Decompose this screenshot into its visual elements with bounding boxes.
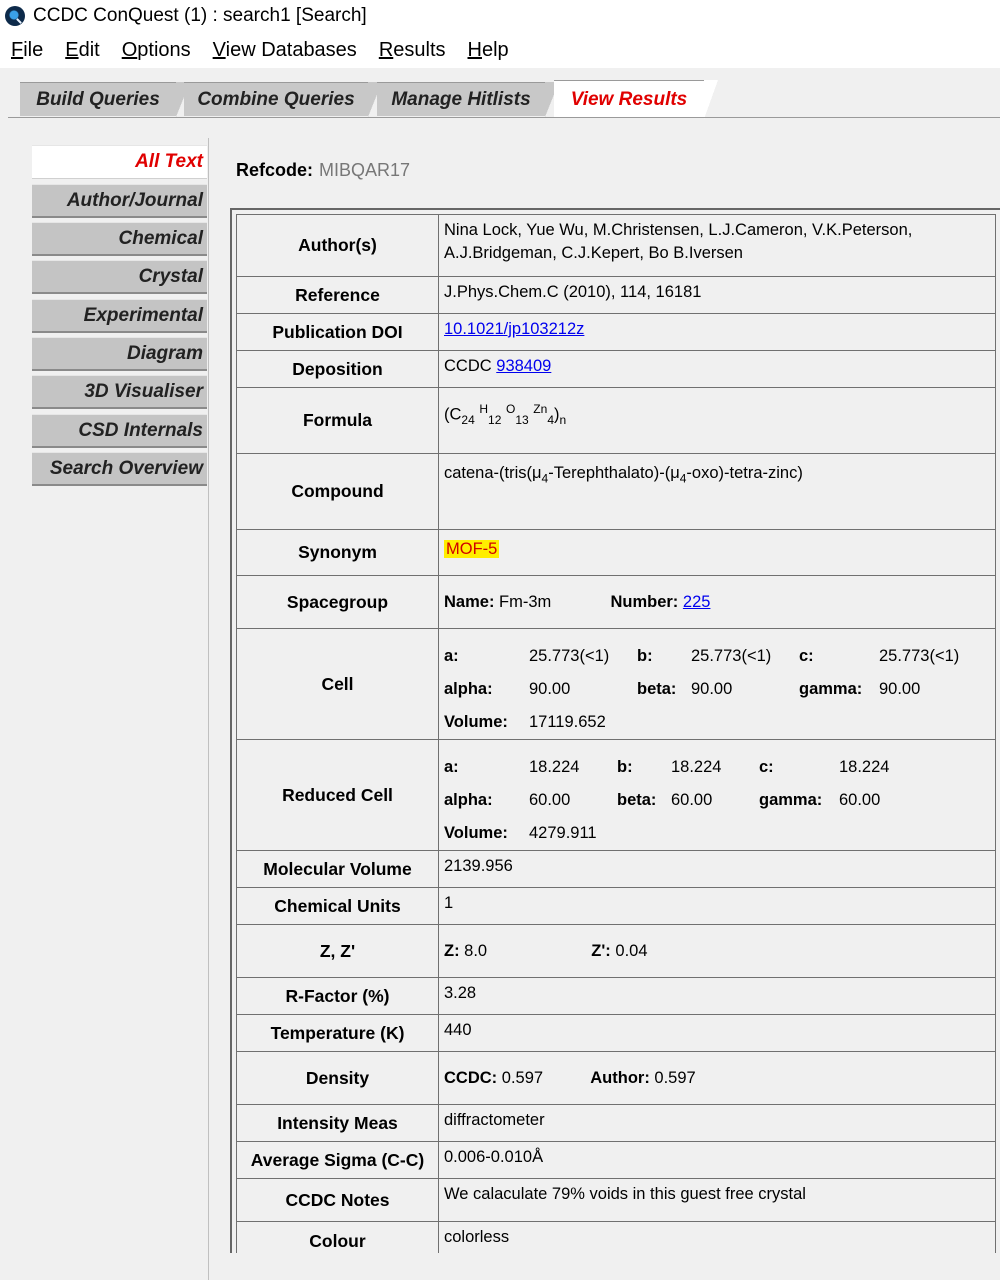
table-row [237, 1179, 996, 1222]
sidetab-experimental[interactable]: Experimental [32, 299, 207, 333]
details-panel [230, 208, 1000, 1253]
rfactor-value: 3.28 [439, 978, 996, 1015]
row-label: Reference [237, 277, 439, 314]
intensity-value: diffractometer [439, 1105, 996, 1142]
row-label: Intensity Meas [237, 1105, 439, 1142]
table-row [237, 351, 996, 388]
menu-results[interactable]: Results [378, 38, 446, 61]
table-row [237, 978, 996, 1015]
sidetab-all-text[interactable]: All Text [32, 145, 207, 179]
table-row [237, 388, 996, 454]
deposition-prefix: CCDC [444, 357, 492, 375]
reduced-cell-value: a: 18.224 b: 18.224 c: 18.224 alpha: 60.00 beta: 60.00 gamma: 60.00 Volume: 4279.911 [439, 740, 996, 851]
ccdc-notes-value: We calaculate 79% voids in this guest free crystal [439, 1179, 996, 1222]
row-label: Compound [237, 454, 439, 530]
reference-value: J.Phys.Chem.C (2010), 114, 16181 [439, 277, 996, 314]
spacegroup-value: Name: Fm-3m Number: 225 [439, 576, 996, 629]
conquest-app-icon [5, 6, 25, 26]
menu-edit[interactable]: Edit [65, 38, 100, 61]
row-label: Temperature (K) [237, 1015, 439, 1052]
refcode-value: MIBQAR17 [319, 160, 411, 180]
row-label: Spacegroup [237, 576, 439, 629]
menu-bar [0, 32, 1000, 68]
sidetab-csd-internals[interactable]: CSD Internals [32, 414, 207, 448]
table-row [237, 629, 996, 740]
colour-value: colorless [439, 1222, 996, 1254]
table-row [237, 454, 996, 530]
spacegroup-number-link[interactable]: 225 [682, 593, 711, 611]
sidetab-crystal[interactable]: Crystal [32, 260, 207, 294]
table-row [237, 1222, 996, 1254]
row-label: Deposition [237, 351, 439, 388]
table-row [237, 1052, 996, 1105]
row-label: Molecular Volume [237, 851, 439, 888]
deposition-link[interactable]: 938409 [496, 357, 552, 375]
table-row [237, 925, 996, 978]
table-row [237, 1015, 996, 1052]
sidetab-author-journal[interactable]: Author/Journal [32, 184, 207, 218]
tab-view-results[interactable]: View Results [554, 80, 704, 118]
row-label: Average Sigma (C-C) [237, 1142, 439, 1179]
table-row [237, 576, 996, 629]
table-row [237, 314, 996, 351]
tab-build-queries[interactable]: Build Queries [20, 82, 176, 116]
sidetab-diagram[interactable]: Diagram [32, 337, 207, 371]
cell-value: a: 25.773(<1) b: 25.773(<1) c: 25.773(<1) alpha: 90.00 beta: 90.00 gamma: 90.00 Volume: 17119.652 [439, 629, 996, 740]
title-bar [0, 0, 1000, 32]
table-row [237, 215, 996, 277]
sigma-value: 0.006-0.010Å [439, 1142, 996, 1179]
sidetab-3d-visualiser[interactable]: 3D Visualiser [32, 375, 207, 409]
authors-value: Nina Lock, Yue Wu, M.Christensen, L.J.Cameron, V.K.Peterson, A.J.Bridgeman, C.J.Kepert, Bo B.Iversen [439, 215, 996, 277]
formula-value: ($C_{24}$ $^H_{12}$ $^O_{13}$ $^{Zn}_4)_n$ [439, 388, 996, 454]
row-label: Author(s) [237, 215, 439, 277]
table-row [237, 888, 996, 925]
menu-file[interactable]: File [11, 38, 44, 61]
menu-options[interactable]: Options [121, 38, 191, 61]
panel-divider [208, 138, 209, 1280]
table-row [237, 740, 996, 851]
row-label: CCDC Notes [237, 1179, 439, 1222]
synonym-value: MOF-5 [446, 540, 498, 558]
sidetab-chemical[interactable]: Chemical [32, 222, 207, 256]
tab-combine-queries[interactable]: Combine Queries [184, 82, 368, 116]
menu-view-databases[interactable]: View Databases [212, 38, 357, 61]
doi-link[interactable]: 10.1021/jp103212z [444, 320, 585, 338]
sidetab-search-overview[interactable]: Search Overview [32, 452, 207, 486]
row-label: Formula [237, 388, 439, 454]
row-label: Z, Z' [237, 925, 439, 978]
chemical-units-value: 1 [439, 888, 996, 925]
row-label: Reduced Cell [237, 740, 439, 851]
row-label: Cell [237, 629, 439, 740]
table-row [237, 1142, 996, 1179]
table-row [237, 277, 996, 314]
molecular-volume-value: 2139.956 [439, 851, 996, 888]
refcode [236, 160, 410, 181]
table-row [237, 530, 996, 576]
top-tab-strip [0, 68, 1000, 118]
row-label: R-Factor (%) [237, 978, 439, 1015]
menu-help[interactable]: Help [467, 38, 509, 61]
row-label: Density [237, 1052, 439, 1105]
temperature-value: 440 [439, 1015, 996, 1052]
table-row [237, 851, 996, 888]
row-label: Chemical Units [237, 888, 439, 925]
compound-value: catena-$(tris(\mu_4-Terephthalato)-(\mu_4-oxo)-tetra-zinc)$ [439, 454, 996, 530]
row-label: Synonym [237, 530, 439, 576]
window-title: CCDC ConQuest (1) : search1 [Search] [33, 5, 367, 26]
table-row [237, 1105, 996, 1142]
tab-divider [8, 117, 1000, 118]
details-table [236, 214, 996, 1253]
tab-manage-hitlists[interactable]: Manage Hitlists [377, 82, 545, 116]
density-value: CCDC: 0.597 Author: 0.597 [439, 1052, 996, 1105]
refcode-label: Refcode: [236, 160, 314, 180]
row-label: Colour [237, 1222, 439, 1254]
z-value: Z: 8.0 Z': 0.04 [439, 925, 996, 978]
row-label: Publication DOI [237, 314, 439, 351]
